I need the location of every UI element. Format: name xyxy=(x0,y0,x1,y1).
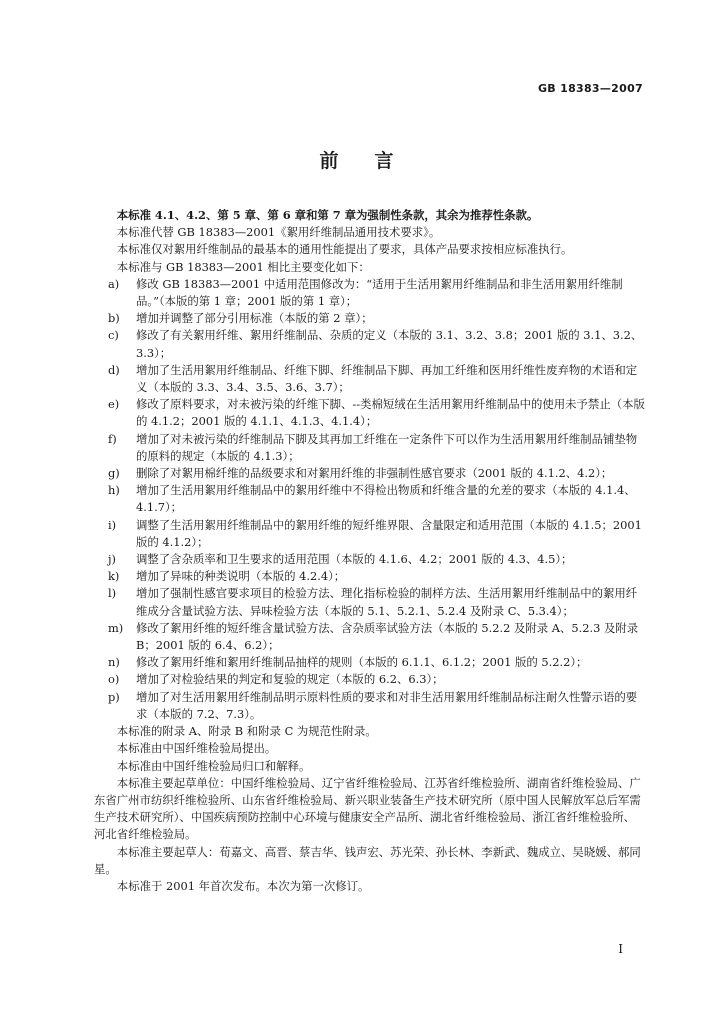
list-item xyxy=(94,276,646,310)
list-item-label: o) xyxy=(108,672,120,687)
standard-code: GB 18383—2007 xyxy=(537,82,643,95)
list-item xyxy=(94,465,646,482)
list-item-text: 增加了生活用絮用纤维制品中的絮用纤维中不得检出物质和纤维含量的允差的要求（本版的 4.1.4、4.1.7）； xyxy=(136,483,636,515)
list-item xyxy=(94,310,646,327)
list-item-label: b) xyxy=(108,311,120,326)
list-item-label: m) xyxy=(108,620,124,635)
paragraph: 本标准 4.1、4.2、第 5 章、第 6 章和第 7 章为强制性条款，其余为推荐性条款。 xyxy=(116,208,539,222)
list-item xyxy=(94,396,646,430)
list-item-text: 增加了强制性感官要求项目的检验方法、理化指标检验的制样方法、生活用絮用纤维制品中的絮用纤维成分含量试验方法、异味检验方法（本版的 5.1、5.2.1、5.2.4 及附录 C、5.3.4）； xyxy=(136,586,638,618)
page-number: I xyxy=(618,942,623,956)
list-item-label: g) xyxy=(108,466,120,481)
list-item-text: 修改了有关絮用纤维、絮用纤维制品、杂质的定义（本版的 3.1、3.2、3.8；2001 版的 3.1、3.2、3.3）； xyxy=(136,328,643,360)
list-item-text: 增加了对检验结果的判定和复验的规定（本版的 6.2、6.3）； xyxy=(136,672,444,687)
list-item-text: 修改 GB 18383—2001 中适用范围修改为：“适用于生活用絮用纤维制品和非生活用絮用纤维制品。”（本版的第 1 章；2001 版的第 1 章）； xyxy=(136,276,623,309)
paragraph: 本标准与 GB 18383—2001 相比主要变化如下： xyxy=(116,259,370,274)
list-item-text: 增加了对未被污染的纤维制品下脚及其再加工纤维在一定条件下可以作为生活用絮用纤维制品铺垫物的原料的规定（本版的 4.1.3）； xyxy=(136,431,638,463)
list-item-text: 修改了絮用纤维和絮用纤维制品抽样的规则（本版的 6.1.1、6.1.2；2001 版的 5.2.2）； xyxy=(136,655,588,670)
paragraph: 本标准由中国纤维检验局归口和解释。 xyxy=(116,758,311,773)
list-item-label: a) xyxy=(108,276,120,291)
list-item-label: k) xyxy=(108,569,120,584)
list-item xyxy=(94,517,646,551)
list-item-label: n) xyxy=(108,655,120,670)
list-item-label: j) xyxy=(108,552,116,567)
list-item xyxy=(94,671,646,688)
paragraph: 本标准由中国纤维检验局提出。 xyxy=(116,741,277,756)
list-item-label: p) xyxy=(108,689,120,704)
list-item-text: 增加了生活用絮用纤维制品、纤维下脚、纤维制品下脚、再加工纤维和医用纤维性废弃物的术语和定义（本版的 3.3、3.4、3.5、3.6、3.7）； xyxy=(136,362,638,395)
list-item-text: 删除了对絮用棉纤维的品级要求和对絮用纤维的非强制性感官要求（2001 版的 4.1.2、4.2）； xyxy=(136,466,613,481)
paragraph: 本标准主要起草人：荀嘉文、高晋、蔡吉华、钱声宏、苏光荣、孙长林、李新武、魏成立、吴晓媛、郝同星。 xyxy=(94,844,641,876)
list-item xyxy=(94,654,646,671)
page-title: 前言 xyxy=(319,150,430,172)
list-item-text: 修改了原料要求，对未被污染的纤维下脚、--类棉短绒在生活用絮用纤维制品中的使用未予禁止（本版的 4.1.2；2001 版的 4.1.1、4.1.3、4.1.4）； xyxy=(136,397,645,429)
list-item xyxy=(94,620,646,654)
list-item-label: i) xyxy=(108,517,117,532)
body-text xyxy=(94,207,646,895)
list-item xyxy=(94,431,646,465)
list-item-text: 修改了絮用纤维的短纤维含量试验方法、含杂质率试验方法（本版的 5.2.2 及附录 A、5.2.3 及附录 B；2001 版的 6.4、6.2）； xyxy=(136,620,639,653)
list-item-label: h) xyxy=(108,483,120,498)
list-item-label: d) xyxy=(108,362,120,377)
list-item xyxy=(94,585,646,619)
list-item xyxy=(94,362,646,396)
paragraph: 本标准的附录 A、附录 B 和附录 C 为规范性附录。 xyxy=(116,724,377,739)
list-item xyxy=(94,689,646,723)
list-item xyxy=(94,551,646,568)
paragraph: 本标准主要起草单位：中国纤维检验局、辽宁省纤维检验局、江苏省纤维检验所、湖南省纤维检验局、广东省广州市纺织纤维检验所、山东省纤维检验局、新兴职业装备生产技术研究所（原中国人民解放军总后军需生产技术研究所）、中国疾病预防控制中心环境与健康安全产品所、湖北省纤维检验局、浙江省纤维检验所、河北省纤维检验局。 xyxy=(94,775,641,842)
list-item-label: l) xyxy=(108,586,117,601)
list-item-label: e) xyxy=(108,397,120,412)
paragraph: 本标准于 2001 年首次发布。本次为第一次修订。 xyxy=(116,878,370,893)
paragraph: 本标准代替 GB 18383—2001《絮用纤维制品通用技术要求》。 xyxy=(116,225,441,240)
list-item-text: 增加了对生活用絮用纤维制品明示原料性质的要求和对非生活用絮用纤维制品标注耐久性警示语的要求（本版的 7.2、7.3）。 xyxy=(136,689,638,721)
list-item-text: 增加并调整了部分引用标准（本版的第 2 章）； xyxy=(136,311,373,326)
paragraph: 本标准仅对絮用纤维制品的最基本的通用性能提出了要求，具体产品要求按相应标准执行。 xyxy=(116,242,573,257)
list-item xyxy=(94,327,646,361)
list-item-text: 增加了异味的种类说明（本版的 4.2.4）； xyxy=(136,569,346,584)
list-item-label: c) xyxy=(108,328,119,343)
list-item xyxy=(94,482,646,516)
list-item-text: 调整了含杂质率和卫生要求的适用范围（本版的 4.1.6、4.2；2001 版的 4.3、4.5）； xyxy=(136,552,573,567)
list-item xyxy=(94,568,646,585)
list-item-text: 调整了生活用絮用纤维制品中的絮用纤维的短纤维界限、含量限定和适用范围（本版的 4.1.5；2001 版的 4.1.2）； xyxy=(136,517,642,549)
list-item-label: f) xyxy=(108,431,117,446)
